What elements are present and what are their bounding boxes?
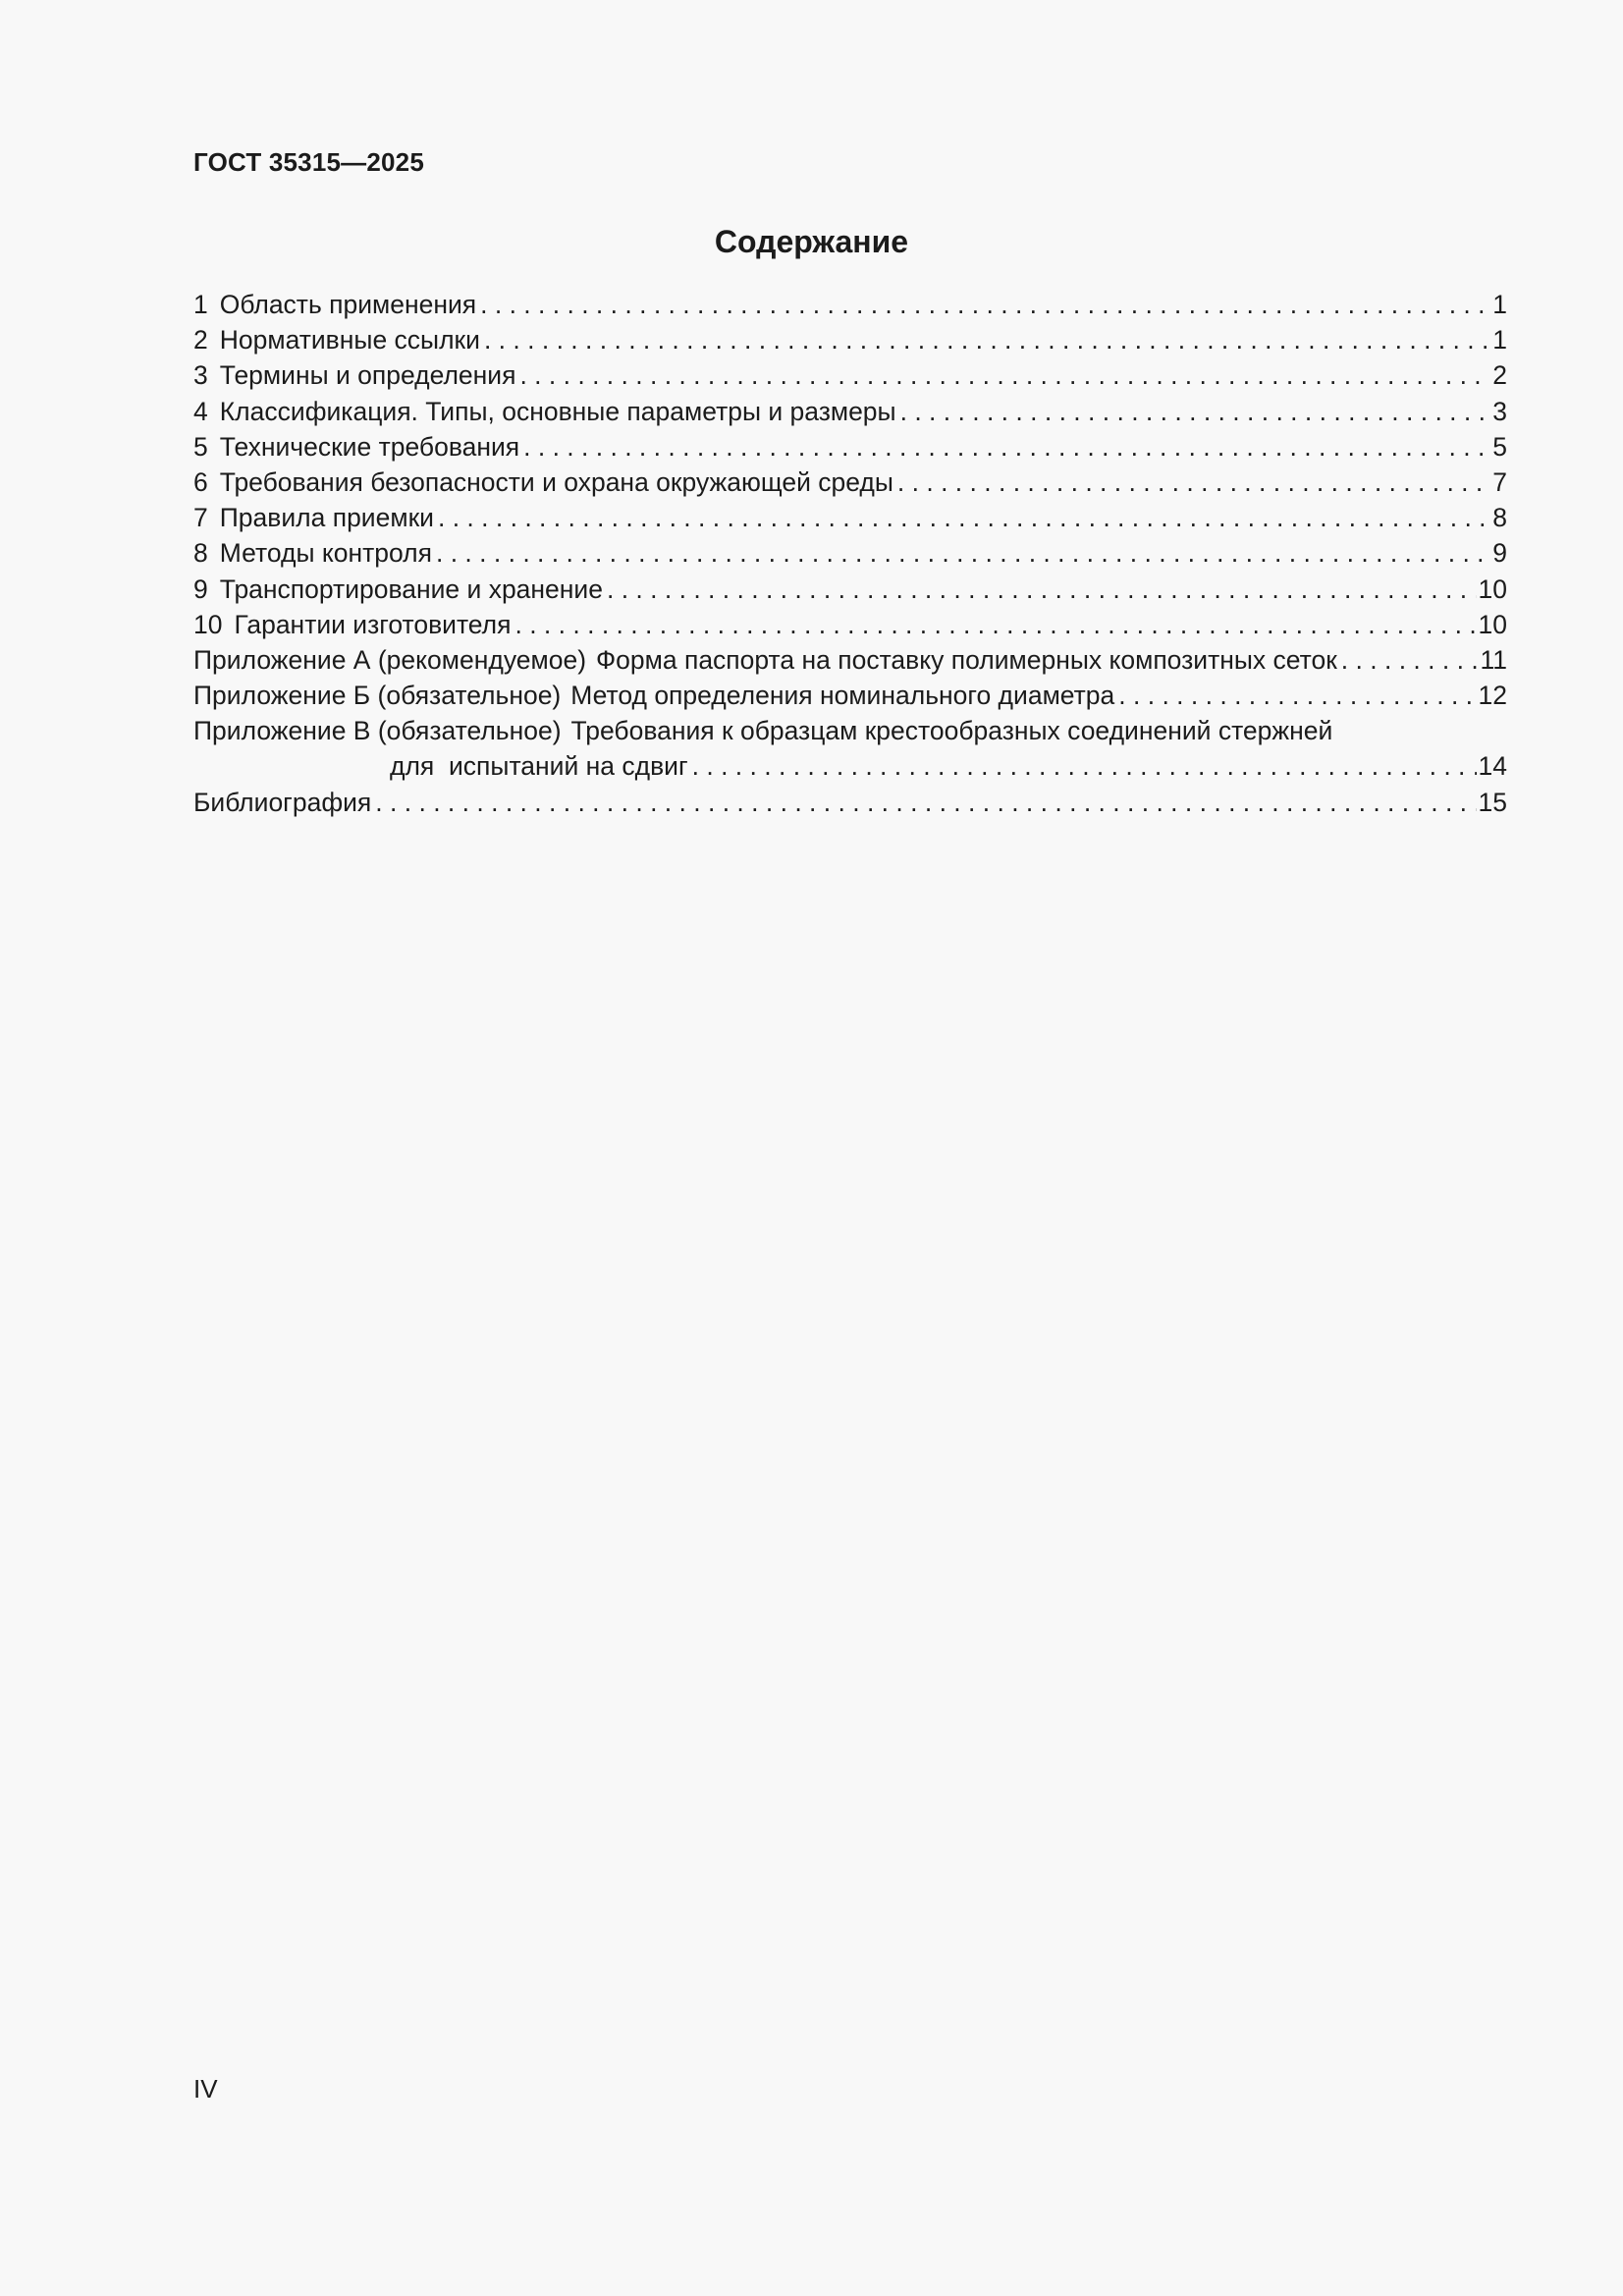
toc-item-title: Классификация. Типы, основные параметры и размеры [219, 396, 896, 426]
toc-item-title: Транспортирование и хранение [219, 574, 603, 604]
toc-item-page: 14 [1478, 751, 1507, 782]
toc-item-title: Область применения [219, 290, 477, 319]
toc-item-number: 7 [193, 503, 208, 533]
toc-item-1[interactable] [193, 287, 1507, 322]
toc-item-5[interactable] [193, 429, 1507, 465]
toc-annex-label: Приложение Б (обязательное) [193, 681, 562, 711]
toc-leader-dots [434, 500, 1490, 535]
toc-item-page: 10 [1478, 574, 1507, 604]
toc-leader-dots [476, 287, 1490, 322]
toc-leader-dots [1114, 678, 1476, 713]
toc-item-page: 8 [1492, 503, 1507, 533]
toc-item-page: 1 [1492, 290, 1507, 319]
toc-item-8[interactable] [193, 535, 1507, 571]
page-number: IV [193, 2074, 218, 2104]
toc-item-page: 1 [1492, 325, 1507, 355]
toc-item-page: 11 [1480, 644, 1507, 675]
toc-item-title: Нормативные ссылки [219, 325, 480, 355]
toc-item-title: Требования безопасности и охрана окружающей среды [219, 466, 893, 497]
toc-annex-b[interactable] [193, 678, 1507, 713]
toc-item-page: 9 [1492, 538, 1507, 569]
toc-annex-title: Метод определения номинального диаметра [570, 681, 1115, 711]
toc-item-number: 9 [193, 574, 208, 604]
toc-item-page: 2 [1492, 360, 1507, 391]
toc-item-number: 2 [193, 325, 208, 355]
toc-item-page: 15 [1478, 787, 1507, 817]
toc-item-page: 10 [1478, 609, 1507, 639]
toc-item-title: Термины и определения [219, 360, 516, 391]
toc-leader-dots [432, 535, 1490, 571]
toc-item-page: 3 [1492, 396, 1507, 426]
document-header: ГОСТ 35315—2025 [193, 147, 424, 177]
toc-annex-c[interactable] [193, 713, 1507, 748]
toc-item-6[interactable] [193, 465, 1507, 500]
toc-leader-dots [511, 607, 1476, 642]
toc-annex-a[interactable] [193, 642, 1507, 678]
toc-annex-label: Приложение А (рекомендуемое) [193, 644, 587, 675]
toc-item-number: 6 [193, 466, 208, 497]
toc-item-title: Технические требования [219, 431, 520, 462]
toc-leader-dots [1337, 642, 1479, 678]
toc-title: Содержание [714, 224, 909, 259]
toc-annex-title: Форма паспорта на поставку полимерных композитных сеток [596, 644, 1337, 675]
toc-item-number: 1 [193, 290, 208, 319]
toc-item-7[interactable] [193, 500, 1507, 535]
toc-annex-title: Требования к образцам крестообразных соединений стержней [570, 716, 1333, 746]
toc-item-page: 12 [1478, 681, 1507, 711]
toc-leader-dots [603, 572, 1477, 607]
toc-annex-c-continuation[interactable] [193, 748, 1507, 784]
toc-annex-label: Приложение В (обязательное) [193, 716, 562, 746]
toc-leader-dots [515, 357, 1490, 393]
toc-item-4[interactable] [193, 394, 1507, 429]
toc-leader-dots [688, 748, 1477, 784]
toc-item-number: 4 [193, 396, 208, 426]
toc-leader-dots [480, 322, 1490, 357]
toc-item-number: 5 [193, 431, 208, 462]
toc-leader-dots [893, 465, 1490, 500]
toc-item-3[interactable] [193, 357, 1507, 393]
toc-item-title: Гарантии изготовителя [234, 609, 512, 639]
table-of-contents [193, 287, 1507, 820]
toc-bibliography[interactable] [193, 785, 1507, 820]
toc-leader-dots [371, 785, 1476, 820]
toc-item-number: 8 [193, 538, 208, 569]
toc-item-number: 3 [193, 360, 208, 391]
toc-item-title: Методы контроля [219, 538, 432, 569]
toc-leader-dots [519, 429, 1490, 465]
toc-annex-title-continuation: для испытаний на сдвиг [390, 751, 688, 782]
toc-item-title: Правила приемки [219, 503, 434, 533]
toc-item-9[interactable] [193, 572, 1507, 607]
toc-item-page: 7 [1492, 466, 1507, 497]
toc-item-number: 10 [193, 609, 223, 639]
toc-leader-dots [896, 394, 1491, 429]
toc-item-10[interactable] [193, 607, 1507, 642]
toc-bibliography-title: Библиография [193, 787, 372, 817]
toc-item-page: 5 [1492, 431, 1507, 462]
toc-item-2[interactable] [193, 322, 1507, 357]
